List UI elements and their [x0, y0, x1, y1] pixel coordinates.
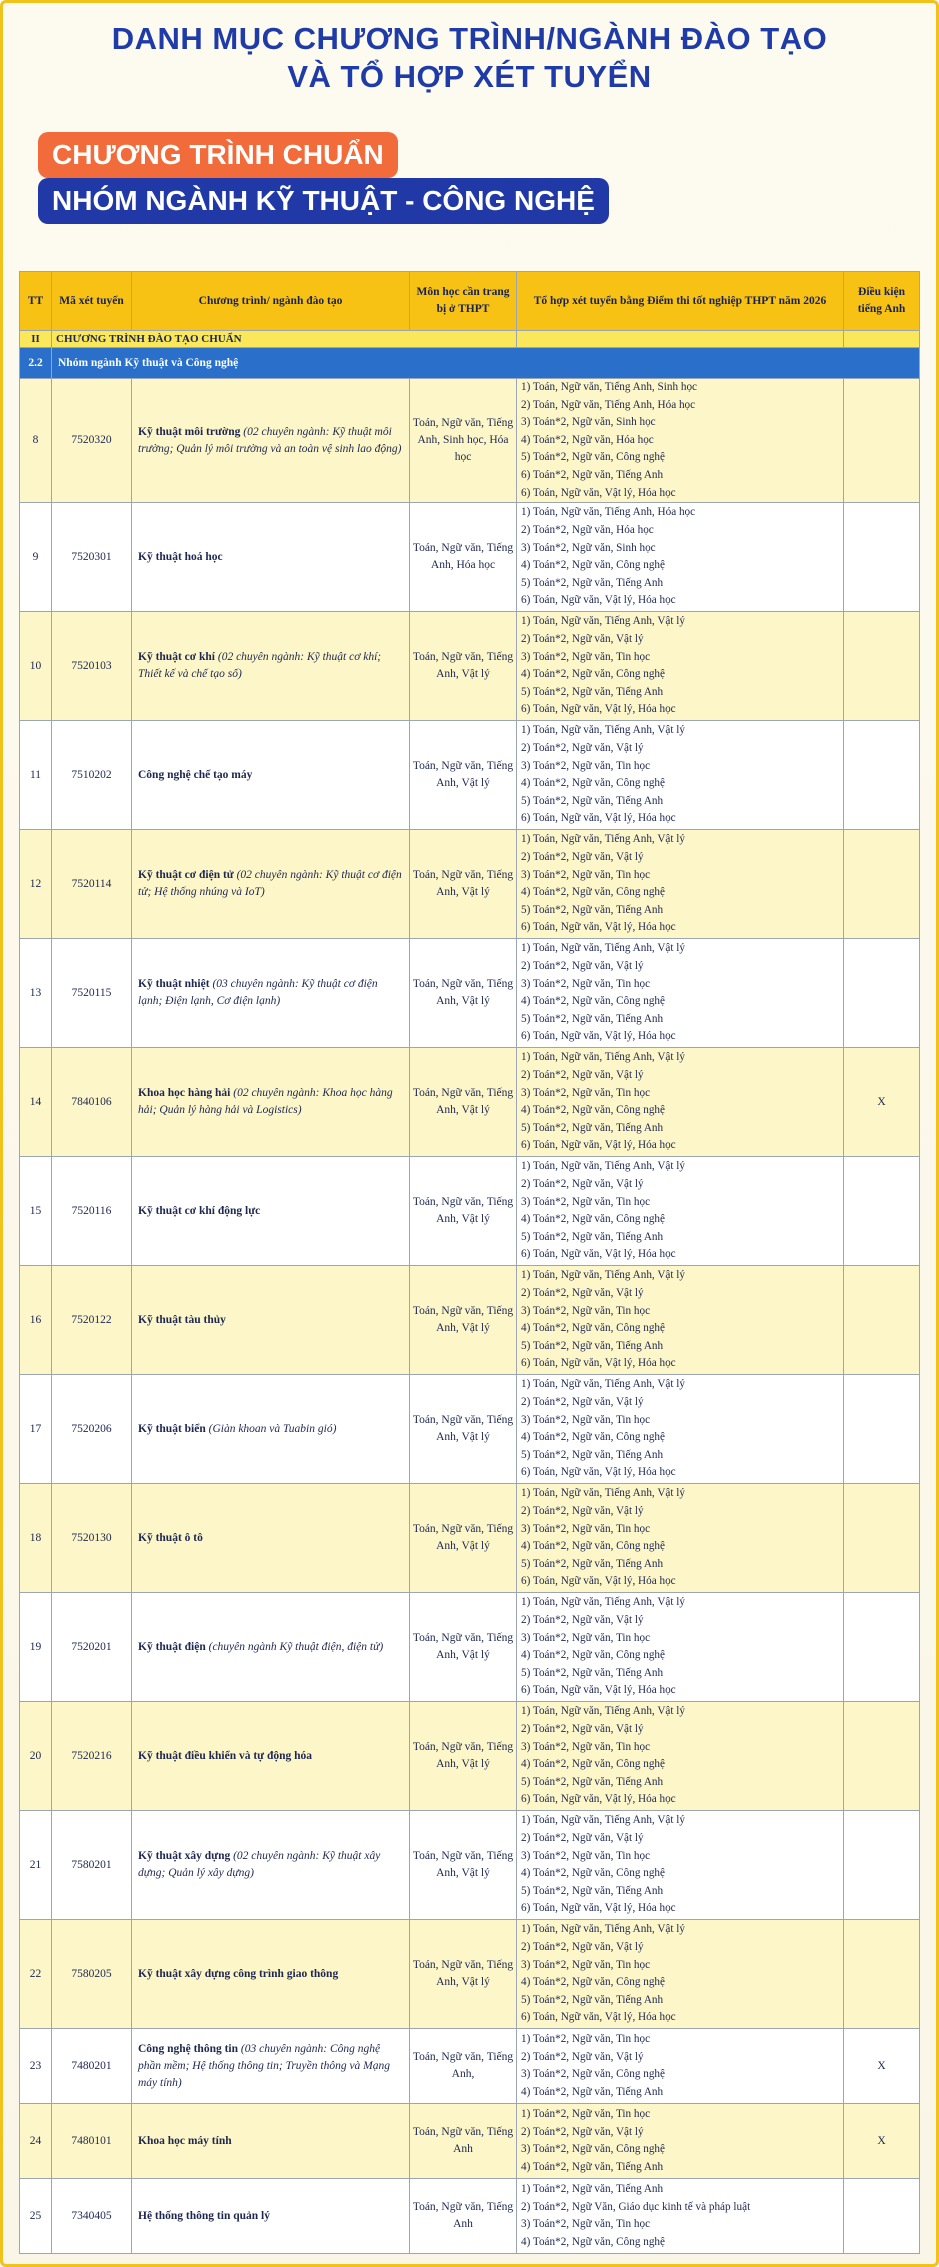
row-program [132, 1702, 410, 1811]
combo-item: 2) Toán*2, Ngữ văn, Vật lý [521, 1940, 644, 1953]
program-name: Công nghệ thông tin [138, 2042, 239, 2055]
row-combos [517, 1484, 844, 1593]
combo-item: 3) Toán*2, Ngữ văn, Tin học [521, 1740, 651, 1753]
program-note: (Giàn khoan và Tuabin gió) [208, 1422, 337, 1435]
combo-item: 4) Toán*2, Ngữ văn, Công nghệ [521, 2235, 665, 2248]
program-name: Khoa học máy tính [138, 2134, 232, 2147]
combo-item: 4) Toán*2, Ngữ văn, Công nghệ [521, 1213, 665, 1226]
table-row [20, 1375, 920, 1484]
table-row [20, 1048, 920, 1157]
row-code: 7520130 [52, 1484, 132, 1593]
row-program [132, 939, 410, 1048]
row-english: X [844, 2104, 920, 2179]
combo-item: 3) Toán*2, Ngữ văn, Tin học [521, 1958, 651, 1971]
row-code: 7520201 [52, 1593, 132, 1702]
program-name: Công nghệ chế tạo máy [138, 768, 253, 781]
header-combos: Tổ hợp xét tuyển bằng Điểm thi tốt nghiệp THPT năm 2026 [517, 272, 844, 331]
row-english [844, 1375, 920, 1484]
combo-item: 3) Toán*2, Ngữ văn, Tin học [521, 1195, 651, 1208]
row-english [844, 1484, 920, 1593]
row-combos [517, 1048, 844, 1157]
combo-item: 4) Toán*2, Ngữ văn, Tiếng Anh [521, 2085, 664, 2098]
row-combos [517, 1811, 844, 1920]
combo-item: 6) Toán, Ngữ văn, Vật lý, Hóa học [521, 921, 676, 934]
table-row [20, 1266, 920, 1375]
row-subjects: Toán, Ngữ văn, Tiếng Anh, Vật lý [410, 612, 517, 721]
combo-item: 6) Toán, Ngữ văn, Vật lý, Hóa học [521, 703, 676, 716]
combo-item: 3) Toán*2, Ngữ văn, Công nghệ [521, 2143, 665, 2156]
row-subjects: Toán, Ngữ văn, Tiếng Anh, Vật lý [410, 1702, 517, 1811]
table-row [20, 1593, 920, 1702]
row-combos [517, 1702, 844, 1811]
row-tt: 17 [20, 1375, 52, 1484]
row-subjects: Toán, Ngữ văn, Tiếng Anh, Hóa học [410, 503, 517, 612]
combo-item: 5) Toán*2, Ngữ văn, Tiếng Anh [521, 1775, 664, 1788]
row-english [844, 1702, 920, 1811]
combo-item: 6) Toán, Ngữ văn, Vật lý, Hóa học [521, 1793, 676, 1806]
header-code: Mã xét tuyển [52, 272, 132, 331]
row-program [132, 1048, 410, 1157]
combo-item: 6) Toán*2, Ngữ văn, Tiếng Anh [521, 468, 664, 481]
row-program [132, 1811, 410, 1920]
row-combos [517, 1266, 844, 1375]
row-english [844, 1920, 920, 2029]
row-combos [517, 1157, 844, 1266]
combo-item: 4) Toán*2, Ngữ văn, Công nghệ [521, 668, 665, 681]
combo-item: 6) Toán, Ngữ văn, Vật lý, Hóa học [521, 594, 676, 607]
section-empty-cell [517, 331, 844, 348]
header-tt: TT [20, 272, 52, 331]
table-row [20, 379, 920, 503]
combo-item: 6) Toán, Ngữ văn, Vật lý, Hóa học [521, 1684, 676, 1697]
combo-item: 6) Toán, Ngữ văn, Vật lý, Hóa học [521, 1466, 676, 1479]
combo-item: 3) Toán*2, Ngữ văn, Tin học [521, 1086, 651, 1099]
program-name: Kỹ thuật nhiệt [138, 978, 210, 991]
row-combos [517, 1593, 844, 1702]
row-combos [517, 830, 844, 939]
row-subjects: Toán, Ngữ văn, Tiếng Anh, Vật lý [410, 1593, 517, 1702]
combo-item: 6) Toán, Ngữ văn, Vật lý, Hóa học [521, 1248, 676, 1261]
row-combos [517, 379, 844, 503]
row-code: 7580205 [52, 1920, 132, 2029]
row-subjects: Toán, Ngữ văn, Tiếng Anh, Vật lý [410, 939, 517, 1048]
combo-item: 1) Toán*2, Ngữ văn, Tiếng Anh [521, 2182, 664, 2195]
admission-table-wrapper [19, 271, 919, 2254]
combo-item: 2) Toán*2, Ngữ văn, Vật lý [521, 959, 644, 972]
program-name: Kỹ thuật xây dựng công trình giao thông [138, 1967, 339, 1980]
combo-item: 5) Toán*2, Ngữ văn, Tiếng Anh [521, 685, 664, 698]
combo-item: 5) Toán*2, Ngữ văn, Tiếng Anh [521, 794, 664, 807]
program-name: Kỹ thuật điều khiển và tự động hóa [138, 1749, 313, 1762]
row-program [132, 1920, 410, 2029]
combo-item: 1) Toán, Ngữ văn, Tiếng Anh, Vật lý [521, 724, 685, 737]
row-code: 7520206 [52, 1375, 132, 1484]
row-english [844, 1157, 920, 1266]
section-number: II [20, 331, 52, 348]
combo-item: 1) Toán, Ngữ văn, Tiếng Anh, Vật lý [521, 1596, 685, 1609]
row-subjects: Toán, Ngữ văn, Tiếng Anh, Vật lý [410, 830, 517, 939]
combo-item: 2) Toán*2, Ngữ văn, Vật lý [521, 1177, 644, 1190]
row-subjects: Toán, Ngữ văn, Tiếng Anh [410, 2104, 517, 2179]
table-row [20, 2179, 920, 2254]
combo-item: 1) Toán, Ngữ văn, Tiếng Anh, Vật lý [521, 1269, 685, 1282]
combo-item: 4) Toán*2, Ngữ văn, Tiếng Anh [521, 2160, 664, 2173]
row-subjects: Toán, Ngữ văn, Tiếng Anh, Vật lý [410, 1048, 517, 1157]
row-code: 7520116 [52, 1157, 132, 1266]
row-tt: 9 [20, 503, 52, 612]
row-tt: 11 [20, 721, 52, 830]
combo-item: 2) Toán*2, Ngữ văn, Vật lý [521, 2125, 644, 2138]
combo-item: 4) Toán*2, Ngữ văn, Công nghệ [521, 1540, 665, 1553]
combo-item: 5) Toán*2, Ngữ văn, Tiếng Anh [521, 1557, 664, 1570]
row-combos [517, 939, 844, 1048]
row-code: 7510202 [52, 721, 132, 830]
row-tt: 21 [20, 1811, 52, 1920]
row-code: 7520320 [52, 379, 132, 503]
combo-item: 4) Toán*2, Ngữ văn, Công nghệ [521, 1431, 665, 1444]
row-program [132, 830, 410, 939]
combo-item: 4) Toán*2, Ngữ văn, Công nghệ [521, 995, 665, 1008]
title-line-1: DANH MỤC CHƯƠNG TRÌNH/NGÀNH ĐÀO TẠO [111, 21, 828, 56]
row-subjects: Toán, Ngữ văn, Tiếng Anh, Sinh học, Hóa học [410, 379, 517, 503]
combo-item: 3) Toán*2, Ngữ văn, Tin học [521, 1304, 651, 1317]
row-english [844, 1811, 920, 1920]
row-subjects: Toán, Ngữ văn, Tiếng Anh, [410, 2029, 517, 2104]
header-subjects: Môn học cần trang bị ở THPT [410, 272, 517, 331]
row-program [132, 503, 410, 612]
row-english [844, 2179, 920, 2254]
combo-item: 4) Toán*2, Ngữ văn, Công nghệ [521, 1758, 665, 1771]
table-row [20, 721, 920, 830]
row-english: X [844, 1048, 920, 1157]
combo-item: 2) Toán*2, Ngữ văn, Vật lý [521, 1613, 644, 1626]
row-code: 7580201 [52, 1811, 132, 1920]
table-row [20, 939, 920, 1048]
combo-item: 1) Toán, Ngữ văn, Tiếng Anh, Vật lý [521, 615, 685, 628]
combo-item: 1) Toán, Ngữ văn, Tiếng Anh, Vật lý [521, 1160, 685, 1173]
program-name: Kỹ thuật điện [138, 1640, 206, 1653]
table-row [20, 1811, 920, 1920]
row-program [132, 2179, 410, 2254]
row-program [132, 1593, 410, 1702]
row-code: 7340405 [52, 2179, 132, 2254]
row-code: 7480201 [52, 2029, 132, 2104]
program-note: (chuyên ngành Kỹ thuật điện, điện tử) [208, 1640, 384, 1653]
combo-item: 1) Toán, Ngữ văn, Tiếng Anh, Vật lý [521, 1051, 685, 1064]
row-code: 7840106 [52, 1048, 132, 1157]
combo-item: 4) Toán*2, Ngữ văn, Công nghệ [521, 1867, 665, 1880]
combo-item: 4) Toán*2, Ngữ văn, Công nghệ [521, 1104, 665, 1117]
combo-item: 4) Toán*2, Ngữ văn, Công nghệ [521, 1976, 665, 1989]
combo-item: 5) Toán*2, Ngữ văn, Tiếng Anh [521, 1230, 664, 1243]
combo-item: 2) Toán*2, Ngữ văn, Vật lý [521, 1504, 644, 1517]
row-tt: 10 [20, 612, 52, 721]
combo-item: 6) Toán, Ngữ văn, Vật lý, Hóa học [521, 812, 676, 825]
combo-item: 3) Toán*2, Ngữ văn, Tin học [521, 1631, 651, 1644]
row-subjects: Toán, Ngữ văn, Tiếng Anh, Vật lý [410, 1157, 517, 1266]
combo-item: 2) Toán*2, Ngữ văn, Vật lý [521, 741, 644, 754]
combo-item: 4) Toán*2, Ngữ văn, Công nghệ [521, 559, 665, 572]
row-code: 7520103 [52, 612, 132, 721]
combo-item: 4) Toán*2, Ngữ văn, Hóa học [521, 433, 654, 446]
row-english: X [844, 2029, 920, 2104]
table-row [20, 2104, 920, 2179]
row-subjects: Toán, Ngữ văn, Tiếng Anh [410, 2179, 517, 2254]
combo-item: 1) Toán, Ngữ văn, Tiếng Anh, Sinh học [521, 381, 697, 393]
row-program [132, 2029, 410, 2104]
combo-item: 1) Toán, Ngữ văn, Tiếng Anh, Vật lý [521, 1378, 685, 1391]
row-tt: 12 [20, 830, 52, 939]
row-english [844, 612, 920, 721]
program-note: (02 chuyên ngành: Kỹ thuật môi trường; Quản lý môi trường và an toàn vệ sinh lao động) [138, 425, 402, 455]
combo-item: 2) Toán*2, Ngữ văn, Hóa học [521, 523, 654, 536]
combo-item: 6) Toán, Ngữ văn, Vật lý, Hóa học [521, 1139, 676, 1152]
combo-item: 6) Toán, Ngữ văn, Vật lý, Hóa học [521, 1357, 676, 1370]
program-name: Hệ thống thông tin quản lý [138, 2209, 270, 2222]
combo-item: 6) Toán, Ngữ văn, Vật lý, Hóa học [521, 486, 676, 499]
row-combos [517, 2179, 844, 2254]
row-tt: 13 [20, 939, 52, 1048]
combo-item: 2) Toán, Ngữ văn, Tiếng Anh, Hóa học [521, 398, 696, 411]
row-tt: 15 [20, 1157, 52, 1266]
row-tt: 24 [20, 2104, 52, 2179]
row-program [132, 612, 410, 721]
combo-item: 2) Toán*2, Ngữ văn, Vật lý [521, 1395, 644, 1408]
row-combos [517, 1920, 844, 2029]
program-note: (03 chuyên ngành: Kỹ thuật cơ điện lạnh; Điện lạnh, Cơ điện lạnh) [138, 978, 378, 1008]
group-row [20, 348, 920, 379]
row-combos [517, 503, 844, 612]
group-badge: NHÓM NGÀNH KỸ THUẬT - CÔNG NGHỆ [38, 178, 609, 224]
table-header-row [20, 272, 920, 331]
admission-table [19, 271, 920, 2254]
table-row [20, 1702, 920, 1811]
program-note: (02 chuyên ngành: Kỹ thuật cơ điện tử; Hệ thống nhúng và IoT) [138, 869, 402, 899]
row-tt: 8 [20, 379, 52, 503]
program-badge: CHƯƠNG TRÌNH CHUẨN [38, 132, 398, 178]
row-tt: 20 [20, 1702, 52, 1811]
row-code: 7520301 [52, 503, 132, 612]
combo-item: 4) Toán*2, Ngữ văn, Công nghệ [521, 886, 665, 899]
row-english [844, 1266, 920, 1375]
combo-item: 2) Toán*2, Ngữ văn, Vật lý [521, 632, 644, 645]
row-program [132, 1484, 410, 1593]
row-tt: 18 [20, 1484, 52, 1593]
combo-item: 1) Toán, Ngữ văn, Tiếng Anh, Vật lý [521, 1705, 685, 1718]
row-code: 7520216 [52, 1702, 132, 1811]
section-empty-cell [844, 331, 920, 348]
combo-item: 5) Toán*2, Ngữ văn, Tiếng Anh [521, 1121, 664, 1134]
combo-item: 5) Toán*2, Ngữ văn, Công nghệ [521, 451, 665, 464]
group-label: Nhóm ngành Kỹ thuật và Công nghệ [52, 348, 920, 379]
combo-item: 3) Toán*2, Ngữ văn, Tin học [521, 1413, 651, 1426]
program-name: Khoa học hàng hải [138, 1087, 231, 1100]
combo-item: 1) Toán*2, Ngữ văn, Tin học [521, 2032, 651, 2045]
row-english [844, 379, 920, 503]
row-combos [517, 2104, 844, 2179]
header-program: Chương trình/ ngành đào tạo [132, 272, 410, 331]
section-label: CHƯƠNG TRÌNH ĐÀO TẠO CHUẨN [52, 331, 517, 348]
header-english: Điều kiện tiếng Anh [844, 272, 920, 331]
program-name: Kỹ thuật cơ khí [138, 651, 215, 664]
row-program [132, 1375, 410, 1484]
combo-item: 1) Toán, Ngữ văn, Tiếng Anh, Vật lý [521, 1487, 685, 1500]
program-name: Kỹ thuật môi trường [138, 425, 241, 438]
combo-item: 6) Toán, Ngữ văn, Vật lý, Hóa học [521, 1575, 676, 1588]
program-name: Kỹ thuật cơ khí động lực [138, 1204, 261, 1217]
row-combos [517, 612, 844, 721]
combo-item: 5) Toán*2, Ngữ văn, Tiếng Anh [521, 1448, 664, 1461]
group-number: 2.2 [20, 348, 52, 379]
program-name: Kỹ thuật ô tô [138, 1531, 203, 1544]
combo-item: 5) Toán*2, Ngữ văn, Tiếng Anh [521, 576, 664, 589]
program-name: Kỹ thuật cơ điện tử [138, 869, 234, 882]
table-row [20, 1920, 920, 2029]
combo-item: 3) Toán*2, Ngữ văn, Tin học [521, 868, 651, 881]
combo-item: 5) Toán*2, Ngữ văn, Tiếng Anh [521, 1012, 664, 1025]
combo-item: 4) Toán*2, Ngữ văn, Công nghệ [521, 777, 665, 790]
table-row [20, 830, 920, 939]
row-combos [517, 1375, 844, 1484]
program-name: Kỹ thuật biển [138, 1422, 206, 1435]
combo-item: 1) Toán, Ngữ văn, Tiếng Anh, Vật lý [521, 1923, 685, 1936]
combo-item: 5) Toán*2, Ngữ văn, Tiếng Anh [521, 1666, 664, 1679]
combo-item: 2) Toán*2, Ngữ văn, Vật lý [521, 1068, 644, 1081]
program-note: (02 chuyên ngành: Khoa học hàng hải; Quản lý hàng hải và Logistics) [138, 1087, 393, 1117]
combo-item: 1) Toán, Ngữ văn, Tiếng Anh, Hóa học [521, 506, 696, 519]
row-program [132, 721, 410, 830]
row-subjects: Toán, Ngữ văn, Tiếng Anh, Vật lý [410, 1484, 517, 1593]
combo-item: 2) Toán*2, Ngữ văn, Vật lý [521, 1286, 644, 1299]
row-tt: 23 [20, 2029, 52, 2104]
combo-item: 3) Toán*2, Ngữ văn, Sinh học [521, 541, 656, 554]
combo-item: 3) Toán*2, Ngữ văn, Tin học [521, 1522, 651, 1535]
row-subjects: Toán, Ngữ văn, Tiếng Anh, Vật lý [410, 1375, 517, 1484]
combo-item: 2) Toán*2, Ngữ văn, Vật lý [521, 1831, 644, 1844]
row-subjects: Toán, Ngữ văn, Tiếng Anh, Vật lý [410, 1811, 517, 1920]
program-name: Kỹ thuật xây dựng [138, 1850, 231, 1863]
row-program [132, 2104, 410, 2179]
combo-item: 3) Toán*2, Ngữ văn, Tin học [521, 650, 651, 663]
program-note: (03 chuyên ngành: Công nghệ phần mềm; Hệ thống thông tin; Truyền thông và Mạng máy tính) [138, 2042, 391, 2089]
program-name: Kỹ thuật tàu thủy [138, 1313, 226, 1326]
combo-item: 3) Toán*2, Ngữ văn, Tin học [521, 2218, 651, 2231]
row-tt: 22 [20, 1920, 52, 2029]
row-english [844, 503, 920, 612]
row-english [844, 721, 920, 830]
table-row [20, 503, 920, 612]
row-tt: 19 [20, 1593, 52, 1702]
combo-item: 3) Toán*2, Ngữ văn, Sinh học [521, 416, 656, 429]
table-row [20, 1157, 920, 1266]
combo-item: 6) Toán, Ngữ văn, Vật lý, Hóa học [521, 2011, 676, 2024]
row-subjects: Toán, Ngữ văn, Tiếng Anh, Vật lý [410, 1920, 517, 2029]
row-tt: 16 [20, 1266, 52, 1375]
row-combos [517, 721, 844, 830]
combo-item: 6) Toán, Ngữ văn, Vật lý, Hóa học [521, 1902, 676, 1915]
combo-item: 1) Toán, Ngữ văn, Tiếng Anh, Vật lý [521, 833, 685, 846]
combo-item: 2) Toán*2, Ngữ Văn, Giáo dục kinh tế và pháp luật [521, 2200, 751, 2213]
combo-item: 3) Toán*2, Ngữ văn, Tin học [521, 759, 651, 772]
combo-item: 3) Toán*2, Ngữ văn, Tin học [521, 977, 651, 990]
row-tt: 25 [20, 2179, 52, 2254]
row-program [132, 379, 410, 503]
combo-item: 5) Toán*2, Ngữ văn, Tiếng Anh [521, 903, 664, 916]
combo-item: 3) Toán*2, Ngữ văn, Công nghệ [521, 2068, 665, 2081]
section-row [20, 331, 920, 348]
row-english [844, 830, 920, 939]
combo-item: 3) Toán*2, Ngữ văn, Tin học [521, 1849, 651, 1862]
combo-item: 1) Toán, Ngữ văn, Tiếng Anh, Vật lý [521, 942, 685, 955]
combo-item: 5) Toán*2, Ngữ văn, Tiếng Anh [521, 1884, 664, 1897]
table-row [20, 612, 920, 721]
combo-item: 4) Toán*2, Ngữ văn, Công nghệ [521, 1649, 665, 1662]
row-subjects: Toán, Ngữ văn, Tiếng Anh, Vật lý [410, 1266, 517, 1375]
row-code: 7520114 [52, 830, 132, 939]
table-row [20, 1484, 920, 1593]
program-note: (02 chuyên ngành: Kỹ thuật cơ khí; Thiết kế và chế tạo số) [138, 651, 382, 681]
combo-item: 1) Toán, Ngữ văn, Tiếng Anh, Vật lý [521, 1814, 685, 1827]
program-name: Kỹ thuật hoá học [138, 550, 223, 563]
row-code: 7480101 [52, 2104, 132, 2179]
title-line-2: VÀ TỔ HỢP XÉT TUYỂN [287, 59, 652, 94]
combo-item: 2) Toán*2, Ngữ văn, Vật lý [521, 850, 644, 863]
combo-item: 1) Toán*2, Ngữ văn, Tin học [521, 2107, 651, 2120]
combo-item: 2) Toán*2, Ngữ văn, Vật lý [521, 1722, 644, 1735]
row-english [844, 1593, 920, 1702]
program-note: (02 chuyên ngành: Kỹ thuật xây dựng; Quản lý xây dựng) [138, 1850, 381, 1880]
row-program [132, 1157, 410, 1266]
row-code: 7520122 [52, 1266, 132, 1375]
combo-item: 5) Toán*2, Ngữ văn, Tiếng Anh [521, 1339, 664, 1352]
page-title [0, 20, 939, 96]
row-english [844, 939, 920, 1048]
row-program [132, 1266, 410, 1375]
row-tt: 14 [20, 1048, 52, 1157]
row-subjects: Toán, Ngữ văn, Tiếng Anh, Vật lý [410, 721, 517, 830]
row-code: 7520115 [52, 939, 132, 1048]
combo-item: 2) Toán*2, Ngữ văn, Vật lý [521, 2050, 644, 2063]
table-row [20, 2029, 920, 2104]
combo-item: 5) Toán*2, Ngữ văn, Tiếng Anh [521, 1993, 664, 2006]
row-combos [517, 2029, 844, 2104]
combo-item: 4) Toán*2, Ngữ văn, Công nghệ [521, 1322, 665, 1335]
combo-item: 6) Toán, Ngữ văn, Vật lý, Hóa học [521, 1030, 676, 1043]
